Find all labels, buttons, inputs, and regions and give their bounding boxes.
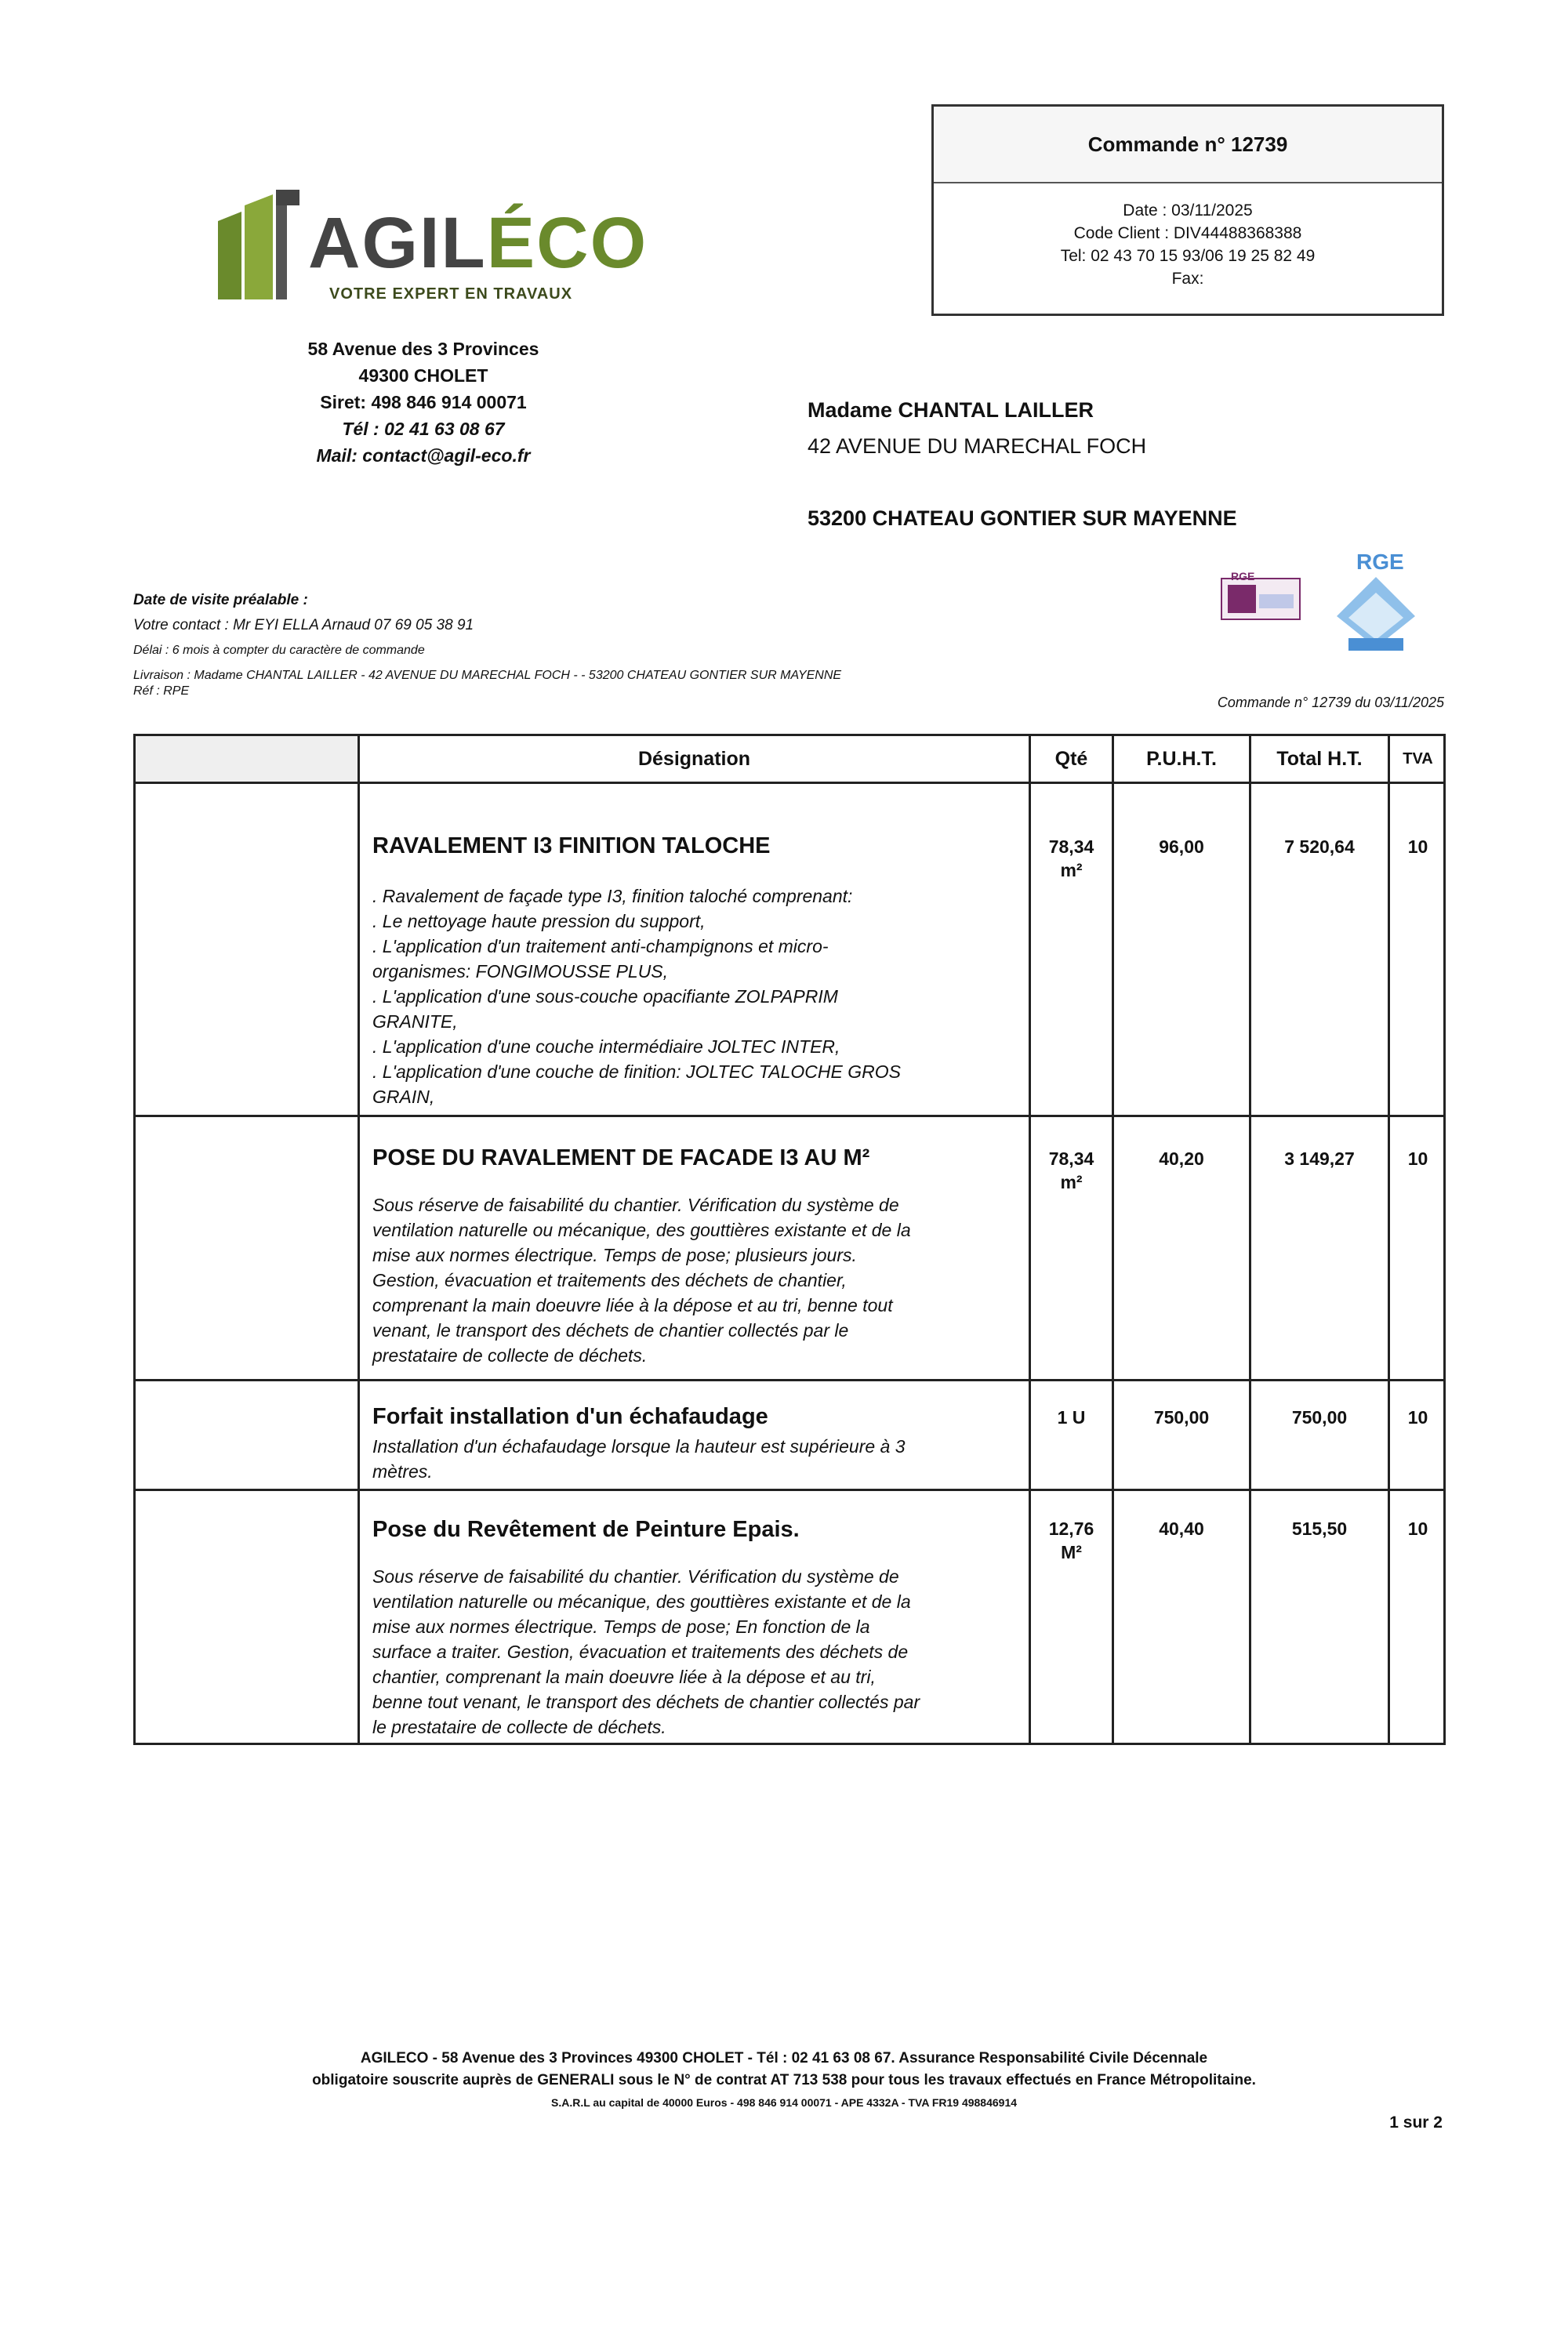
- client-address: [808, 392, 1237, 536]
- row-3-unit-price: 750,00: [1153, 1407, 1210, 1428]
- order-lines-table: [133, 734, 1446, 1745]
- logo-wordmark: AGILÉCO: [308, 203, 648, 283]
- header-vat: TVA: [1403, 749, 1433, 767]
- visit-date: Date de visite préalable :: [133, 592, 308, 608]
- row-3-description: Installation d'un échafaudage lorsque la hauteur est supérieure à 3 mètres.: [372, 1436, 906, 1482]
- row-4-title: Pose du Revêtement de Peinture Epais.: [372, 1517, 800, 1542]
- client-code: Code Client : DIV44488368388: [1073, 224, 1302, 242]
- order-date: Date : 03/11/2025: [1123, 201, 1253, 220]
- row-4-unit-price: 40,40: [1159, 1519, 1204, 1539]
- row-1-title: RAVALEMENT I3 FINITION TALOCHE: [372, 833, 771, 858]
- company-siret: Siret: 498 846 914 00071: [320, 392, 527, 412]
- client-phone: Tel: 02 43 70 15 93/06 19 25 82 49: [1060, 247, 1316, 265]
- order-reference: Commande n° 12739 du 03/11/2025: [1217, 695, 1444, 710]
- row-2-description: Sous réserve de faisabilité du chantier. Vérification du système de ventilation naturelle ou mécanique, des gouttières existante et de la mise aux normes électrique. Temps de pose; plusieurs jours. Gestion, évacuation et traitements des déchets de chantier, comprenant la main doeuvre liée à la dépose et au tri, benne tout venant, le transport des déchets de chantier collectés par le prestataire de collecte de déchets.: [372, 1195, 911, 1366]
- svg-text:RGE: RGE: [1356, 550, 1404, 574]
- client-city: 53200 CHATEAU GONTIER SUR MAYENNE: [808, 506, 1237, 530]
- order-number: Commande n° 12739: [934, 107, 1442, 183]
- client-fax: Fax:: [1171, 270, 1204, 288]
- company-address: [235, 336, 612, 469]
- page-number: 1 sur 2: [1389, 2114, 1443, 2132]
- rge-qualification-badge-icon: [1333, 546, 1419, 654]
- header-blank: [136, 736, 358, 782]
- company-street: 58 Avenue des 3 Provinces: [307, 339, 539, 359]
- contact-person: Votre contact : Mr EYI ELLA Arnaud 07 69 05 38 91: [133, 617, 474, 633]
- delivery-delay: Délai : 6 mois à compter du caractère de commande: [133, 644, 425, 657]
- logo-tagline: VOTRE EXPERT EN TRAVAUX: [329, 285, 573, 303]
- header-total: Total H.T.: [1276, 747, 1363, 770]
- building-logo-icon: [218, 190, 306, 299]
- row-4-total: 515,50: [1291, 1519, 1348, 1539]
- row-1-vat: 10: [1407, 836, 1428, 857]
- company-city: 49300 CHOLET: [358, 365, 488, 386]
- row-2-vat: 10: [1407, 1148, 1428, 1169]
- row-2-unit-price: 40,20: [1159, 1148, 1204, 1169]
- company-email: Mail: contact@agil-eco.fr: [316, 445, 531, 466]
- client-name: Madame CHANTAL LAILLER: [808, 398, 1094, 422]
- header-unit-price: P.U.H.T.: [1146, 747, 1217, 770]
- row-1-total: 7 520,64: [1284, 836, 1355, 857]
- row-2-total: 3 149,27: [1284, 1148, 1355, 1169]
- row-2-quantity: 78,34 m²: [1048, 1148, 1094, 1192]
- footer-line-2: obligatoire souscrite auprès de GENERALI sous le N° de contrat AT 713 538 pour tous les travaux effectués en France Métropolitaine.: [312, 2072, 1256, 2088]
- row-1-quantity: 78,34 m²: [1048, 836, 1094, 880]
- page-footer: [125, 2048, 1443, 2114]
- row-2-title: POSE DU RAVALEMENT DE FACADE I3 AU M²: [372, 1145, 870, 1170]
- reference: Réf : RPE: [133, 684, 190, 698]
- order-meta: [133, 588, 841, 699]
- row-3-title: Forfait installation d'un échafaudage: [372, 1404, 768, 1429]
- row-4-vat: 10: [1407, 1519, 1428, 1539]
- order-info-box: [931, 104, 1444, 316]
- company-logo: [218, 182, 648, 315]
- footer-line-1: AGILECO - 58 Avenue des 3 Provinces 49300 CHOLET - Tél : 02 41 63 08 67. Assurance Responsabilité Civile Décennale: [360, 2050, 1208, 2066]
- row-1-description: . Ravalement de façade type I3, finition taloché comprenant: . Le nettoyage haute pression du support, . L'application d'un traitement anti-champignons et micro- organismes: FONGIMOUSSE PLUS, . L'application d'une sous-couche opacifiante ZOLPAPRIM GRANITE, . L'application d'une couche intermédiaire JOLTEC INTER, . L'application d'une couche de finition: JOLTEC TALOCHE GROS GRAIN,: [372, 886, 901, 1107]
- row-4-description: Sous réserve de faisabilité du chantier. Vérification du système de ventilation naturelle ou mécanique, des gouttières existante et de la mise aux normes électrique. Temps de pose; En fonction de la surface a traiter. Gestion, évacuation et traitements des déchets de chantier, comprenant la main doeuvre liée à la dépose et au tri, benne tout venant, le transport des déchets de chantier collectés par le prestataire de collecte de déchets.: [372, 1566, 920, 1737]
- footer-line-3: S.A.R.L au capital de 40000 Euros - 498 846 914 00071 - APE 4332A - TVA FR19 498846914: [550, 2096, 1018, 2109]
- row-1-unit-price: 96,00: [1159, 836, 1204, 857]
- delivery-address: Livraison : Madame CHANTAL LAILLER - 42 AVENUE DU MARECHAL FOCH - - 53200 CHATEAU GONTIER SUR MAYENNE: [133, 669, 842, 682]
- rge-certification-badge-icon: [1220, 571, 1305, 626]
- row-4-quantity: 12,76 M²: [1048, 1519, 1094, 1562]
- row-3-vat: 10: [1407, 1407, 1428, 1428]
- svg-text:RGE: RGE: [1231, 571, 1255, 582]
- client-street: 42 AVENUE DU MARECHAL FOCH: [808, 434, 1147, 458]
- company-phone: Tél : 02 41 63 08 67: [342, 419, 505, 439]
- header-quantity: Qté: [1054, 747, 1088, 770]
- row-3-total: 750,00: [1291, 1407, 1348, 1428]
- header-designation: Désignation: [637, 747, 751, 770]
- row-3-quantity: 1 U: [1057, 1407, 1086, 1428]
